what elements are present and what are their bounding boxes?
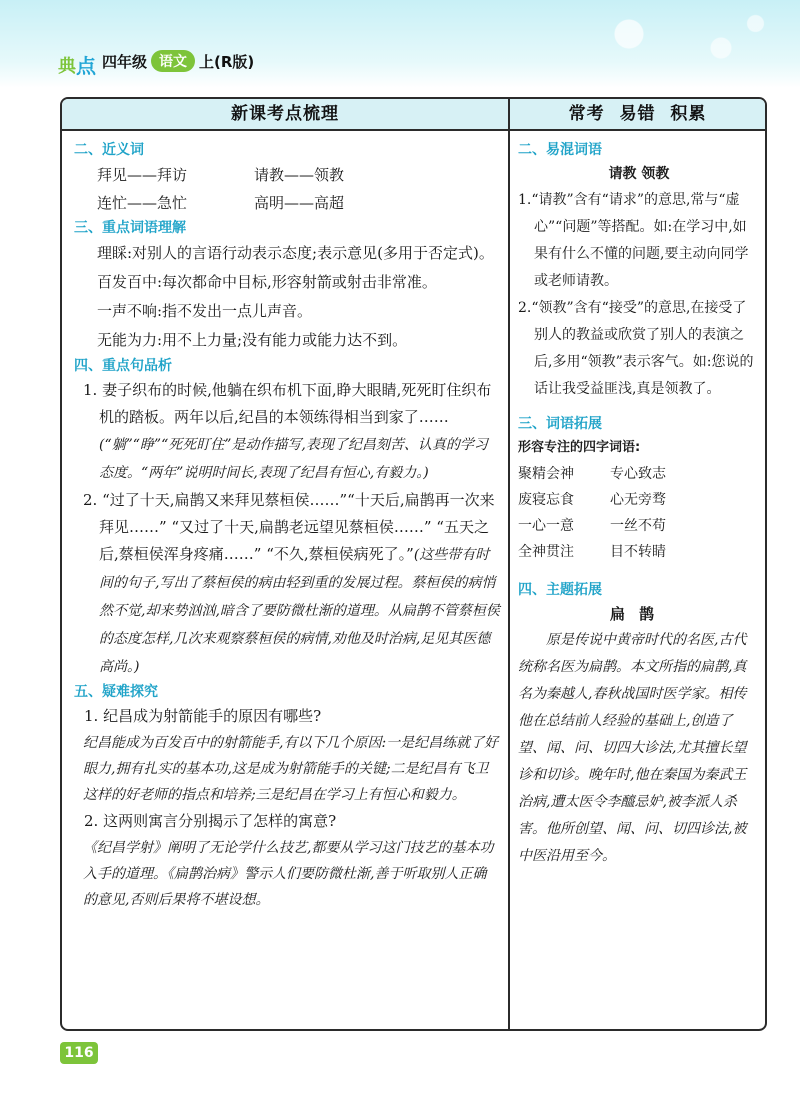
running-header [58,48,255,78]
section-sentence-analysis-title: 四、重点句品析 [74,358,172,374]
section-vocabulary-title: 三、重点词语理解 [74,220,186,236]
page-number: 116 [60,1042,98,1064]
sentence-note: (这些带有时间的句子,写出了蔡桓侯的病由轻到重的发展过程。蔡桓侯的病悄然不觉,却来势汹汹,暗含了要防微杜渐的道理。从扁鹊不管蔡桓侯的态度怎样,几次来观察蔡桓侯的病情,劝他及时治病,足见其医德高尚。) [99,547,500,675]
idiom-row [518,539,760,565]
section-theme-expansion-title: 四、主题拓展 [518,582,602,598]
inquiry-question: 2. 这两则寓言分别揭示了怎样的寓意? [84,812,337,830]
synonym-row [74,189,500,217]
sentence-analysis-item [74,487,500,681]
subject-badge: 语文 [151,50,195,72]
vocabulary-definition: 理睬:对别人的言语行动表示态度;表示意见(多用于否定式)。 [97,244,494,262]
sentence-analysis-item [74,377,500,487]
theme-heading: 扁鹊 [609,605,668,623]
synonym-pair: 拜见——拜访 [97,166,188,184]
grade-label: 四年级 [102,52,148,71]
vocabulary-definition: 百发百中:每次都命中目标,形容射箭或射击非常准。 [97,273,437,291]
brand-logo-part-b: 点 [76,54,96,78]
brand-logo-part-a: 典 [58,56,76,77]
inquiry-question: 1. 纪昌成为射箭能手的原因有哪些? [84,707,322,725]
idiom: 一心一意 [518,518,574,534]
column-divider [508,99,510,1029]
content-table [60,97,767,1031]
section-inquiry-title: 五、疑难探究 [74,684,158,700]
left-column [74,139,500,913]
inquiry-answer: 《纪昌学射》阐明了无论学什么技艺,都要从学习这门技艺的基本功入手的道理。《扁鹊治病》警示人们要防微杜渐,善于听取别人正确的意见,否则后果将不堪设想。 [83,840,494,908]
vocabulary-definition: 无能为力:用不上力量;没有能力或能力达不到。 [97,331,408,349]
synonym-row [74,161,500,189]
idiom: 专心致志 [610,466,666,482]
inquiry-answer: 纪昌能成为百发百中的射箭能手,有以下几个原因:一是纪昌练就了好眼力,拥有扎实的基本功,这是成为射箭能手的关键;二是纪昌有飞卫这样的好老师的指点和培养;三是纪昌在学习上有恒心和毅力。 [83,735,499,803]
section-synonyms-title: 二、近义词 [74,142,144,158]
synonym-pair: 请教——领教 [254,166,345,184]
idiom: 一丝不苟 [610,518,666,534]
synonym-pair: 高明——高超 [254,194,345,212]
section-confusing-words-title: 二、易混词语 [518,142,602,158]
idiom: 废寝忘食 [518,492,574,508]
section-word-expansion-title: 三、词语拓展 [518,416,602,432]
sentence-text: 1. 妻子织布的时候,他躺在织布机下面,睁大眼睛,死死盯住织布机的踏板。两年以后,纪昌的本领练得相当到家了…… [83,381,492,426]
sentence-text: 2. “过了十天,扁鹊又来拜见蔡桓侯……”“十天后,扁鹊再一次来拜见……” “又过了十天,扁鹊老远望见蔡桓侯……” “五天之后,蔡桓侯浑身疼痛……” “不久,蔡桓侯病死了。” [83,491,495,563]
top-banner [0,0,800,88]
idiom: 心无旁骛 [610,492,666,508]
sentence-note: (“躺”“睁”“死死盯住”是动作描写,表现了纪昌刻苦、认真的学习态度。“两年”说明时间长,表现了纪昌有恒心,有毅力。) [99,437,488,481]
confusing-words-subtitle: 请教 领教 [608,166,670,182]
idiom-group-label: 形容专注的四字词语: [518,440,641,455]
table-header [62,99,765,131]
confusing-word-explanation: 1.“请教”含有“请求”的意思,常与“虚心”“问题”等搭配。如:在学习中,如果有什么不懂的问题,要主动向同学或老师请教。 [518,192,749,289]
term-label: 上(R版) [199,52,255,71]
idiom-row [518,461,760,487]
confusing-word-explanation: 2.“领教”含有“接受”的意思,在接受了别人的教益或欣赏了别人的表演之后,多用“领教”表示客气。如:您说的话让我受益匪浅,真是领教了。 [518,300,754,397]
right-column-heading: 常考 易错 积累 [568,104,707,124]
right-column [518,139,760,870]
brand-logo [58,50,100,78]
idiom: 聚精会神 [518,466,574,482]
idiom: 全神贯注 [518,544,574,560]
vocabulary-definition: 一声不响:指不发出一点儿声音。 [97,302,313,320]
left-column-heading: 新课考点梳理 [231,104,339,124]
idiom: 目不转睛 [610,544,666,560]
idiom-row [518,487,760,513]
synonym-pair: 连忙——急忙 [97,194,188,212]
theme-body: 原是传说中黄帝时代的名医,古代统称名医为扁鹊。本文所指的扁鹊,真名为秦越人,春秋战国时医学家。相传他在总结前人经验的基础上,创造了望、闻、问、切四大诊法,尤其擅长望诊和切诊。晚年时,他在秦国为秦武王治病,遭太医令李醯忌妒,被李派人杀害。他所创望、闻、问、切四诊法,被中医沿用至今。 [518,632,747,864]
idiom-row [518,513,760,539]
